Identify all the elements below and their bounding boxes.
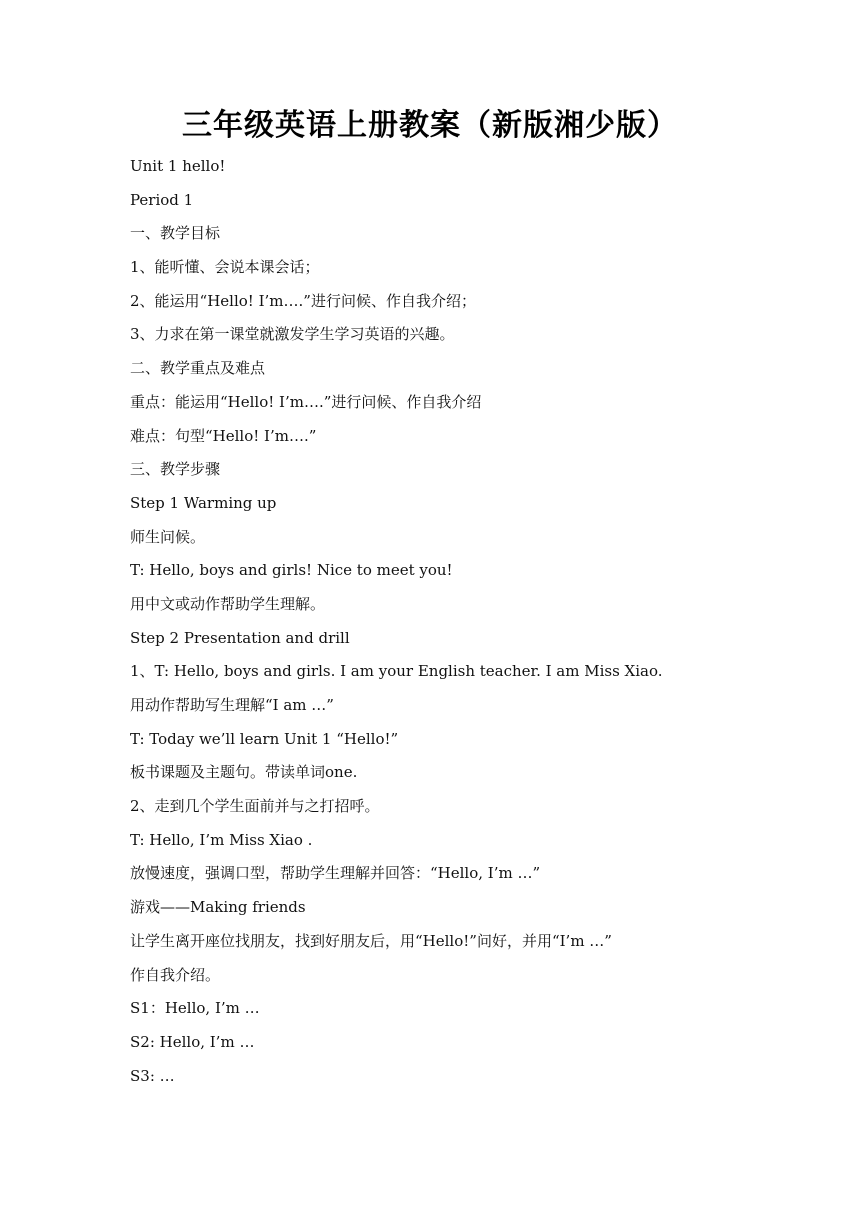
text-line: S3: … — [130, 1066, 175, 1085]
text-line: 用中文或动作帮助学生理解。 — [130, 594, 326, 613]
text-line: T: Hello, I’m Miss Xiao . — [130, 830, 313, 849]
text-line: 放慢速度，强调口型，帮助学生理解并回答：“Hello, I’m …” — [130, 864, 541, 883]
text-line: 游戏——Making friends — [130, 898, 306, 917]
text-line: T: Hello, boys and girls! Nice to meet you! — [130, 561, 453, 580]
text-line: 让学生离开座位找朋友，找到好朋友后，用“Hello!”问好，并用“I’m …” — [130, 931, 612, 950]
document-body — [130, 152, 830, 1095]
text-line: 师生问候。 — [130, 527, 206, 546]
text-line: 一、教学目标 — [130, 224, 221, 243]
text-line: Step 2 Presentation and drill — [130, 628, 350, 647]
text-line: 2、能运用“Hello! I’m….”进行问候、作自我介绍； — [130, 291, 476, 310]
text-line: 重点：能运用“Hello! I’m….”进行问候、作自我介绍 — [130, 392, 482, 411]
text-line: Unit 1 hello! — [130, 157, 226, 175]
text-line: 作自我介绍。 — [130, 965, 221, 984]
text-line: 3、力求在第一课堂就激发学生学习英语的兴趣。 — [130, 325, 455, 344]
text-line: Step 1 Warming up — [130, 493, 277, 512]
text-line: Period 1 — [130, 190, 194, 209]
text-line: 难点：句型“Hello! I’m….” — [130, 426, 317, 445]
text-line: 二、教学重点及难点 — [130, 359, 266, 378]
text-line: T: Today we’ll learn Unit 1 “Hello!” — [130, 729, 399, 748]
text-line: 板书课题及主题句。带读单词one. — [130, 763, 358, 782]
text-line: S2: Hello, I’m … — [130, 1032, 255, 1051]
text-line: 1、T: Hello, boys and girls. I am your English teacher. I am Miss Xiao. — [130, 662, 663, 681]
text-line: 三、教学步骤 — [130, 460, 221, 479]
text-line: 用动作帮助写生理解“I am …” — [130, 696, 334, 714]
text-line: 2、走到几个学生面前并与之打招呼。 — [130, 797, 380, 816]
text-line: 1、能听懂、会说本课会话； — [130, 258, 320, 277]
text-line: S1：Hello, I’m … — [130, 999, 260, 1018]
document-title: 三年级英语上册教案（新版湘少版） — [182, 108, 678, 143]
